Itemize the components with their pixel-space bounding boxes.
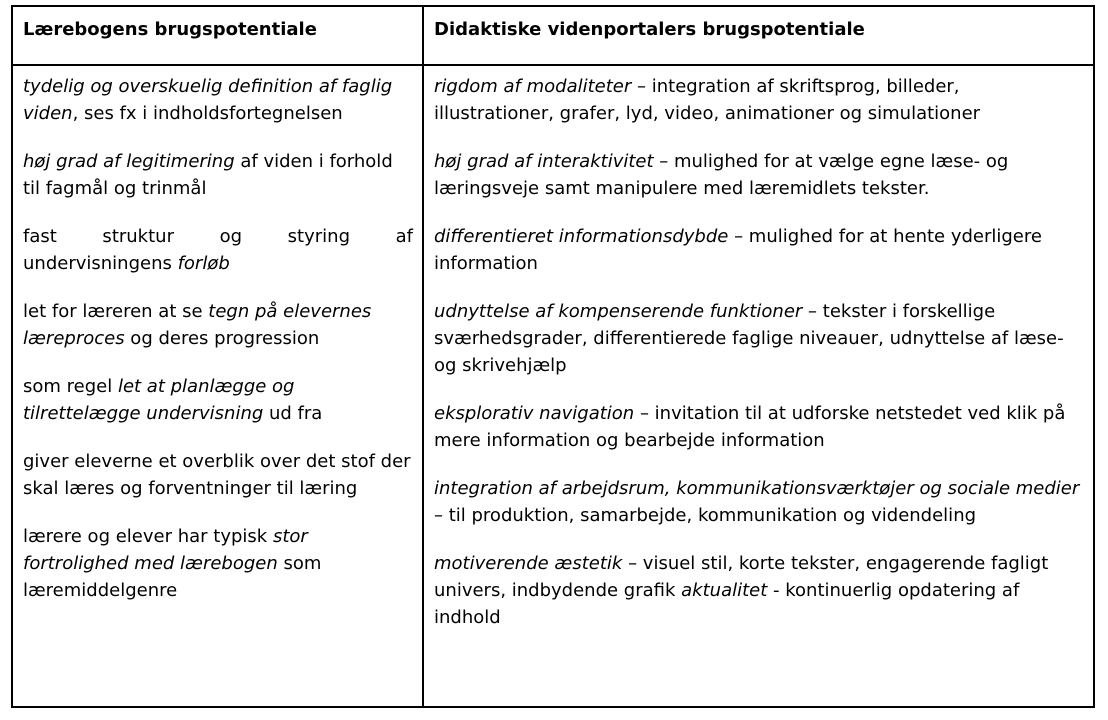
right-entry: eksplorativ navigation – invitation til at udforske netstedet ved klik på mere information og bearbejde information bbox=[434, 403, 1066, 451]
right-entry: differentieret informationsdybde – mulighed for at hente yderligere information bbox=[434, 226, 1042, 274]
header-videnportaler: Didaktiske videnportalers brugspotentiale bbox=[434, 19, 865, 40]
header-divider bbox=[13, 64, 1093, 66]
left-entry: fast struktur og styring af undervisningens forløb bbox=[23, 226, 413, 274]
left-entry: lærere og elever har typisk stor fortrolighed med lærebogen som læremiddelgenre bbox=[23, 526, 322, 601]
left-entry: giver eleverne et overblik over det stof der skal læres og forventninger til læring bbox=[23, 451, 411, 499]
left-entry: tydelig og overskuelig definition af faglig viden, ses fx i indholdsfortegnelsen bbox=[23, 76, 393, 124]
right-entry: rigdom af modaliteter – integration af skriftsprog, billeder, illustrationer, grafer, lyd, video, animationer og simulationer bbox=[434, 76, 981, 124]
right-entry: udnyttelse af kompenserende funktioner – tekster i forskellige sværhedsgrader, differentierede faglige niveauer, udnyttelse af læse- og skrivehjælp bbox=[434, 301, 1064, 376]
right-entry: høj grad af interaktivitet – mulighed for at vælge egne læse- og læringsveje samt manipulere med læremidlets tekster. bbox=[434, 151, 1009, 199]
right-column bbox=[434, 73, 1084, 652]
left-column bbox=[23, 73, 413, 625]
left-entry: let for læreren at se tegn på elevernes læreproces og deres progression bbox=[23, 301, 372, 349]
right-entry: motiverende æstetik – visuel stil, korte tekster, engagerende fagligt univers, indbydende grafik aktualitet - kontinuerlig opdatering af indhold bbox=[434, 553, 1049, 628]
comparison-table bbox=[11, 5, 1095, 708]
right-entry: integration af arbejdsrum, kommunikationsværktøjer og sociale medier – til produktion, samarbejde, kommunikation og videndeling bbox=[434, 478, 1080, 526]
left-entry: som regel let at planlægge og tilrettelægge undervisning ud fra bbox=[23, 376, 323, 424]
header-laerebog: Lærebogens brugspotentiale bbox=[23, 19, 317, 40]
left-entry: høj grad af legitimering af viden i forhold til fagmål og trinmål bbox=[23, 151, 393, 199]
column-divider bbox=[422, 7, 424, 706]
